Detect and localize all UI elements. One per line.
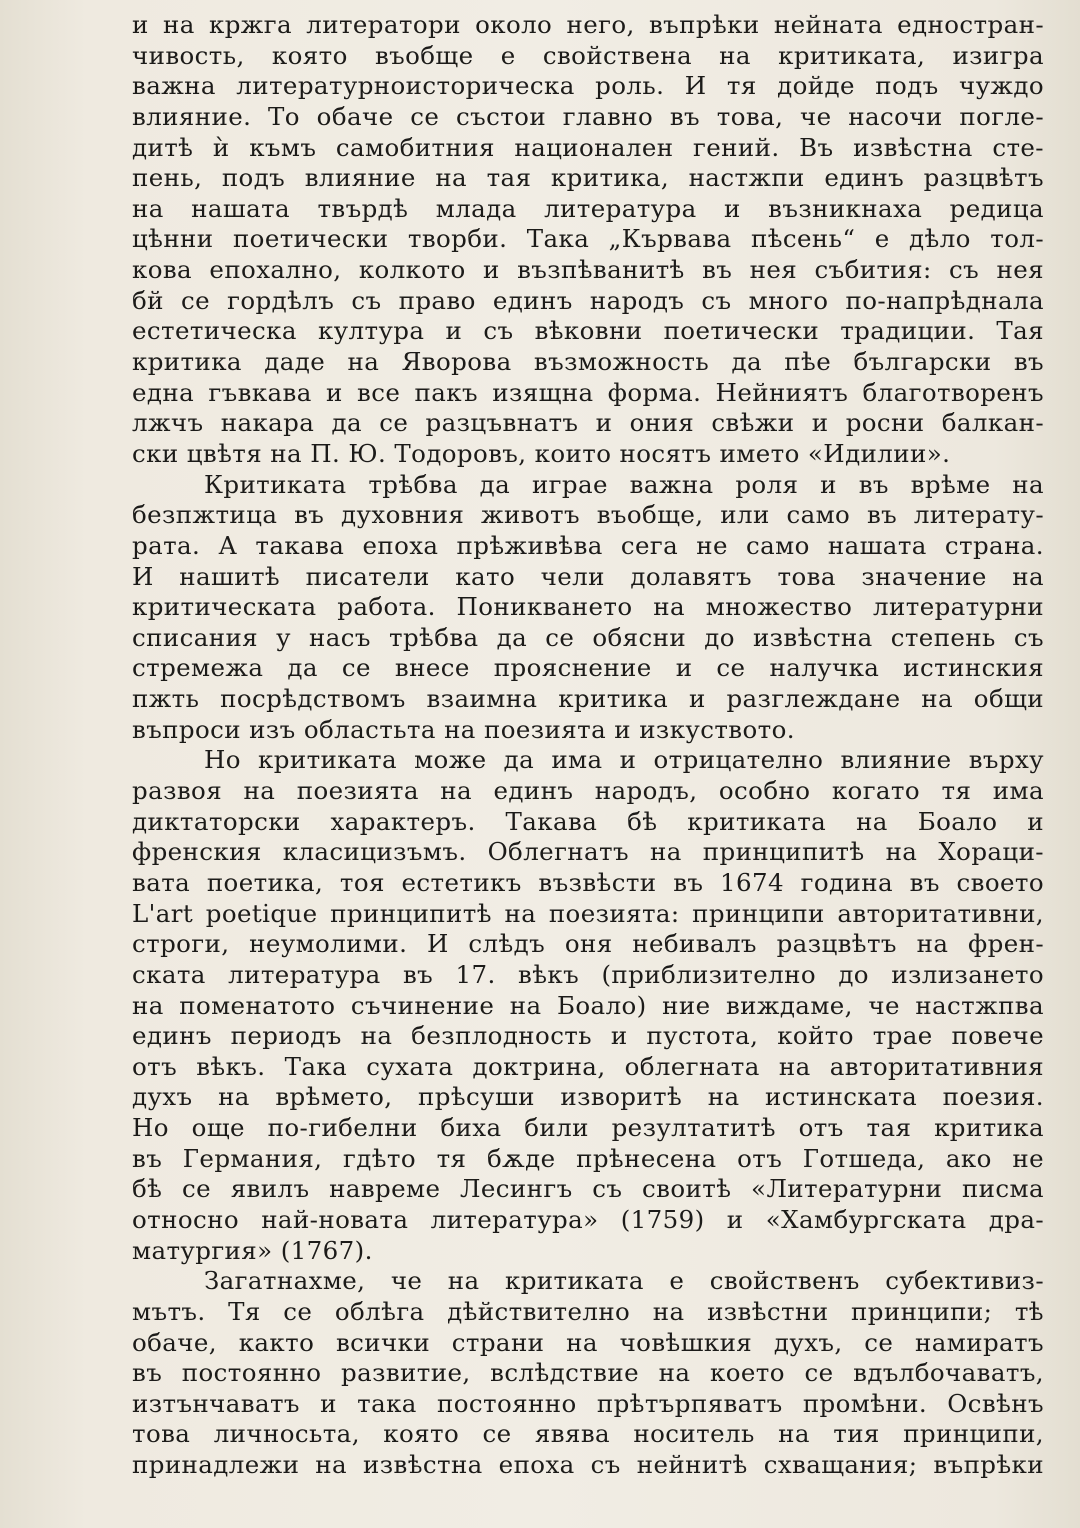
text-line: единъ периодъ на безплодность и пустота, който трае повече bbox=[132, 1021, 1044, 1051]
text-line: влияние. То обаче се състои главно въ това, че насочи погле- bbox=[132, 101, 1044, 131]
text-line: пжть посрѣдствомъ взаимна критика и разглеждане на общи bbox=[132, 684, 1044, 714]
text-line: естетическа култура и съ вѣковни поетически традиции. Тая bbox=[132, 316, 1044, 346]
text-line: L'art poetique принципитѣ на поезията: принципи авторитативни, bbox=[132, 898, 1044, 928]
text-line: въпроси изъ областьта на поезията и изкуството. bbox=[132, 714, 795, 744]
text-line: относно най-новата литература» (1759) и «Хамбургската дра- bbox=[132, 1204, 1044, 1234]
text-line: духъ на врѣмето, прѣсуши изворитѣ на истинската поезия. bbox=[132, 1082, 1044, 1112]
text-line: принадлежи на извѣстна епоха съ нейнитѣ схващания; въпрѣки bbox=[132, 1450, 1044, 1480]
text-line: на нашата твърдѣ млада литература и възникнаха редица bbox=[132, 193, 1044, 223]
text-line: мътъ. Тя се облѣга дѣйствително на извѣстни принципи; тѣ bbox=[132, 1296, 1044, 1326]
text-line: диктаторски характеръ. Такава бѣ критиката на Боало и bbox=[132, 806, 1044, 836]
text-line: отъ вѣкъ. Така сухата доктрина, облегната на авторитативния bbox=[132, 1051, 1044, 1081]
text-line: бй се гордѣлъ съ право единъ народъ съ много по-напрѣднала bbox=[132, 285, 1044, 315]
text-line: безпжтица въ духовния животъ въобще, или само въ литерату- bbox=[132, 500, 1044, 530]
text-line: дитѣ ѝ къмъ самобитния национален гений. Въ извѣстна сте- bbox=[132, 132, 1044, 162]
text-line: строги, неумолими. И слѣдъ оня небивалъ разцвѣтъ на френ- bbox=[132, 929, 1044, 959]
text-line: френския класицизъмъ. Облегнатъ на принципитѣ на Хораци- bbox=[132, 837, 1044, 867]
body-text bbox=[132, 10, 1044, 1481]
text-line: въ Германия, гдѣто тя бѫде прѣнесена отъ Готшеда, ако не bbox=[132, 1143, 1044, 1173]
text-line: това личносьта, която се явява носитель на тия принципи, bbox=[132, 1419, 1044, 1449]
text-line: и на кржга литератори около него, въпрѣки нейната едностран- bbox=[132, 10, 1044, 39]
text-line: ски цвѣтя на П. Ю. Тодоровъ, които носятъ името «Идилии». bbox=[132, 438, 951, 468]
text-line: критическата работа. Поникването на множество литературни bbox=[132, 592, 1044, 622]
text-line: критика даде на Яворова възможность да пѣе български въ bbox=[132, 347, 1044, 377]
text-line: Критиката трѣбва да играе важна роля и въ врѣме на bbox=[204, 469, 1044, 499]
text-line: Но още по-гибелни биха били резултатитѣ отъ тая критика bbox=[132, 1113, 1044, 1143]
text-line: обаче, както всички страни на човѣшкия духъ, се намиратъ bbox=[132, 1327, 1044, 1357]
text-line: стремежа да се внесе прояснение и се налучка истинския bbox=[132, 653, 1044, 683]
text-line: цѣнни поетически творби. Така „Кървава пѣсень“ е дѣло тол- bbox=[132, 224, 1044, 254]
text-line: пень, подъ влияние на тая критика, настжпи единъ разцвѣтъ bbox=[132, 163, 1044, 193]
text-line: И нашитѣ писатели като чели долавятъ това значение на bbox=[132, 561, 1044, 591]
text-line: въ постоянно развитие, вслѣдствие на което се вдълбочаватъ, bbox=[132, 1358, 1044, 1388]
text-line: изтънчаватъ и така постоянно прѣтърпяватъ промѣни. Освѣнъ bbox=[132, 1388, 1044, 1418]
text-line: важна литературноисторическа роль. И тя дойде подъ чуждо bbox=[132, 71, 1044, 101]
text-line: рата. А такава епоха прѣживѣва сега не само нашата страна. bbox=[132, 530, 1044, 560]
text-line: чивость, която въобще е свойствена на критиката, изигра bbox=[132, 40, 1044, 70]
text-line: лжчъ накара да се разцъвнатъ и ония свѣжи и росни балкан- bbox=[132, 408, 1044, 438]
text-line: Загатнахме, че на критиката е свойственъ субективиз- bbox=[204, 1266, 1044, 1296]
text-line: матургия» (1767). bbox=[132, 1235, 373, 1265]
text-line: бѣ се явилъ навреме Лесингъ съ своитѣ «Литературни писма bbox=[132, 1174, 1044, 1204]
text-line: една гъвкава и все пакъ изящна форма. Нейниятъ благотворенъ bbox=[132, 377, 1044, 407]
text-line: на поменатото съчинение на Боало) ние виждаме, че настжпва bbox=[132, 990, 1044, 1020]
text-line: кова епохално, колкото и възпѣванитѣ въ нея събития: съ нея bbox=[132, 255, 1044, 285]
text-line: вата поетика, тоя естетикъ възвѣсти въ 1674 година въ своето bbox=[132, 867, 1044, 897]
text-line: списания у насъ трѣбва да се обясни до извѣстна степень съ bbox=[132, 622, 1044, 652]
text-line: Но критиката може да има и отрицателно влияние върху bbox=[204, 745, 1044, 775]
text-line: ската литература въ 17. вѣкъ (приблизително до излизането bbox=[132, 959, 1044, 989]
text-line: развоя на поезията на единъ народъ, особно когато тя има bbox=[132, 776, 1044, 806]
